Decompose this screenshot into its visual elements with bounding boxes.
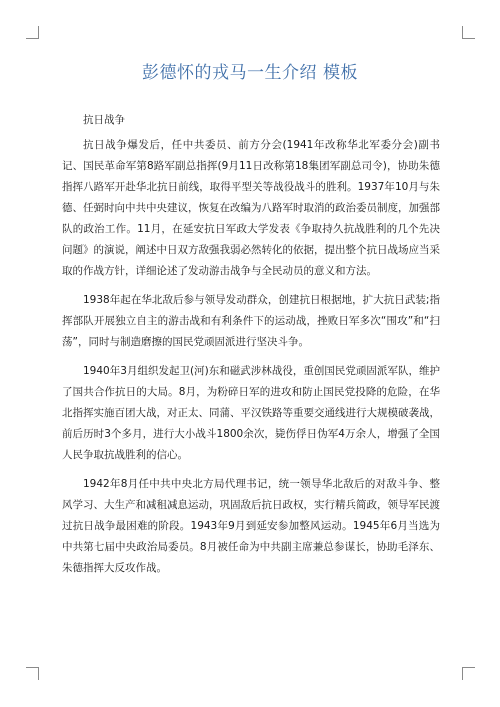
crop-mark-bottom-left: [26, 667, 39, 680]
crop-mark-bottom-right: [462, 667, 475, 680]
paragraph-2: 1938年起在华北敌后参与领导发动群众，创建抗日根据地，扩大抗日武装;指挥部队开展独立自主的游击战和有利条件下的运动战，挫败日军多次“围攻”和“扫荡”，同时与制造磨擦的国民党顽固派进行坚决斗争。: [62, 294, 440, 348]
paragraph-4: 1942年8月任中共中央北方局代理书记，统一领导华北敌后的对敌斗争、整风学习、大生产和减租减息运动，巩固敌后抗日政权，实行精兵简政，领导军民渡过抗日战争最困难的阶段。1943年9月到延安参加整风运动。1945年6月当选为中共第七届中央政治局委员。8月被任命为中共副主席兼总参谋长，协助毛泽东、朱德指挥大反攻作战。: [62, 478, 440, 574]
crop-mark-top-left: [26, 26, 39, 39]
crop-mark-top-right: [462, 26, 475, 39]
document-body: [62, 110, 440, 587]
paragraph-1: 抗日战争爆发后，任中共委员、前方分会(1941年改称华北军委分会)副书记、国民革命军第8路军副总指挥(9月11日改称第18集团军副总司令)，协助朱德指挥八路军开赴华北抗日前线，取得平型关等战役战斗的胜利。1937年10月与朱德、任弼时向中共中央建议，恢复在改编为八路军时取消的政治委员制度，加强部队的政治工作。11月，在延安抗日军政大学发表《争取持久抗战胜利的几个先决问题》的演说，阐述中日双方敌强我弱必然转化的依据，提出整个抗日战场应当采取的作战方针，详细论述了发动游击战争与全民动员的意义和方法。: [62, 139, 440, 277]
paragraph-3: 1940年3月组织发起卫(河)东和磁武涉林战役，重创国民党顽固派军队，维护了国共合作抗日的大局。8月，为粉碎日军的进攻和防止国民党投降的危险，在华北指挥实施百团大战，对正太、同蒲、平汉铁路等重要交通线进行大规模破袭战，前后历时3个多月，进行大小战斗1800余次，毙伤俘日伪军4万余人，增强了全国人民争取抗战胜利的信心。: [62, 365, 440, 461]
document-title: 彭德怀的戎马一生介绍 模板: [142, 63, 358, 83]
section-heading: 抗日战争: [83, 114, 125, 126]
